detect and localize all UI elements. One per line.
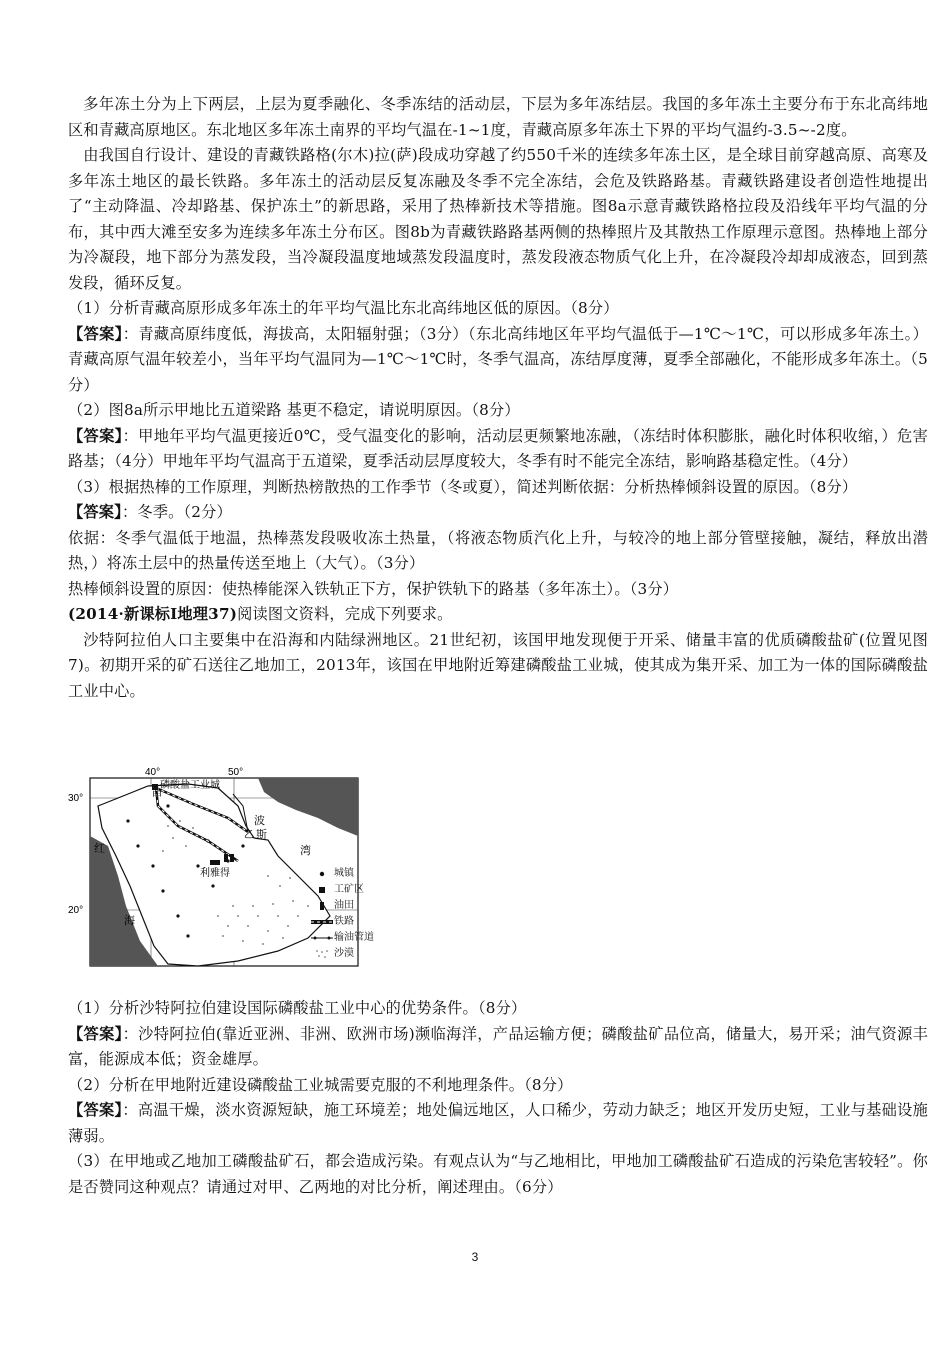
question-5: （2）分析在甲地附近建设磷酸盐工业城需要克服的不利地理条件。（8分）: [68, 1075, 573, 1094]
paragraph-saudi: 沙特阿拉伯人口主要集中在沿海和内陆绿洲地区。21世纪初，该国甲地发现便于开采、储量丰富的优质磷酸盐矿(位置见图7)。初期开采的矿石送往乙地加工，2013年，该国在甲地附近筹建磷酸盐工业城，使其成为集开采、加工为一体的国际磷酸盐工业中心。: [68, 630, 928, 700]
source-heading: [68, 602, 928, 628]
text-block-bottom: [68, 996, 928, 1200]
answer-label: 【答案】: [68, 503, 122, 521]
text-block-top: [68, 92, 928, 704]
paragraph-railway: 由我国自行设计、建设的青藏铁路格(尔木)拉(萨)段成功穿越了约550千米的连续多年冻土区，是全球目前穿越高原、高寒及多年冻土地区的最长铁路。多年冻土的活动层反复冻融及冬季不完全冻结，会危及铁路路基。青藏铁路建设者创造性地提出了“主动降温、冷却路基、保护冻土”的新思路，采用了热棒新技术等措施。图8a示意青藏铁路格拉段及沿线年平均气温的分布，其中西大滩至安多为连续多年冻土分布区。图8b为青藏铁路路基两侧的热棒照片及其散热工作原理示意图。热棒地上部分为冷凝段，地下部分为蒸发段，当冷凝段温度地域蒸发段温度时，蒸发段液态物质气化上升，在冷凝段冷却却成液态，回到蒸发段，循环反复。: [68, 146, 928, 292]
paragraph-permafrost-intro: 多年冻土分为上下两层，上层为夏季融化、冬季冻结的活动层，下层为多年冻结层。我国的多年冻土主要分布于东北高纬地区和青藏高原地区。东北地区多年冻土南界的平均气温在-1~1度，青藏高原多年冻土下界的平均气温约-3.5~-2度。: [68, 95, 928, 139]
legend-item-desert: [310, 946, 400, 962]
answer-3-tilt: 热棒倾斜设置的原因：使热棒能深入铁轨正下方，保护铁轨下的路基（多年冻土）。（3分）: [68, 579, 679, 598]
label-industrial-city: 磷酸盐工业城: [160, 780, 220, 791]
question-4: （1）分析沙特阿拉伯建设国际磷酸盐工业中心的优势条件。（8分）: [68, 999, 527, 1017]
label-gulf-si: 斯: [256, 828, 267, 841]
map-legend: [310, 866, 400, 962]
answer-4: [68, 1022, 928, 1073]
label-sea: 海: [124, 914, 135, 927]
oilfield-mark: [230, 854, 234, 862]
industrial-square-icon: [310, 886, 334, 894]
label-gulf-wan: 湾: [300, 844, 311, 857]
source-instruction: 阅读图文资料，完成下列要求。: [237, 605, 453, 623]
legend-label-pipeline: 输油管道: [334, 932, 374, 943]
answer-1: [68, 322, 928, 399]
question-2: （2）图8a所示甲地比五道梁路 基更不稳定，请说明原因。（8分）: [68, 401, 520, 419]
label-gulf-bo: 波: [254, 814, 265, 827]
legend-item-railway: [310, 914, 400, 930]
label-jia: 甲: [152, 791, 162, 802]
answer-3-text: ：冬季。（2分）: [121, 503, 232, 521]
question-6: （3）在甲地或乙地加工磷酸盐矿石，都会造成污染。有观点认为“与乙地相比，甲地加工磷酸盐矿石造成的污染危害较轻”。你是否赞同这种观点？请通过对甲、乙两地的对比分析，阐述理由。（6分）: [68, 1152, 928, 1196]
answer-4-text: ：沙特阿拉伯(靠近亚洲、非洲、欧洲市场)濒临海洋，产品运输方便；磷酸盐矿品位高，储量大，易开采；油气资源丰富，能源成本低；资金雄厚。: [68, 1024, 929, 1068]
question-3: （3）根据热棒的工作原理，判断热榜散热的工作季节（冬或夏），简述判断依据：分析热棒倾斜设置的原因。（8分）: [68, 477, 858, 496]
legend-label-desert: 沙漠: [334, 948, 354, 959]
page-number: 3: [471, 1250, 479, 1264]
legend-item-pipeline: [310, 930, 400, 946]
lon-label-50: 50°: [228, 767, 244, 778]
pipeline-icon: [310, 935, 334, 941]
oilfield-mark: [224, 854, 228, 862]
industrial-mark: [210, 860, 220, 865]
label-yi: 乙: [244, 830, 254, 841]
answer-2-text: ：甲地年平均气温更接近0℃，受气温变化的影响，活动层更频繁地冻融，（冻结时体积膨胀，融化时体积收缩，）危害路基；（4分）甲地年平均气温高于五道梁，夏季活动层厚度较大，冬季有时不能完全冻结，影响路基稳定性。（4分）: [68, 426, 928, 470]
desert-icon: [310, 949, 334, 959]
answer-label: 【答案】: [68, 426, 123, 445]
answer-label: 【答案】: [68, 1024, 123, 1043]
oilfield-icon: [310, 901, 334, 911]
legend-item-oilfield: [310, 898, 400, 914]
lat-label-30: 30°: [68, 793, 84, 804]
answer-label: 【答案】: [68, 324, 123, 343]
legend-label-industrial: 工矿区: [334, 884, 364, 895]
answer-3: [68, 500, 928, 526]
answer-5-text: ：高温干燥，淡水资源短缺，施工环境差；地处偏远地区，人口稀少，劳动力缺乏；地区开发历史短，工业与基础设施薄弱。: [68, 1101, 929, 1145]
legend-label-oilfield: 油田: [334, 900, 354, 911]
answer-1-text: ：青藏高原纬度低，海拔高，太阳辐射强；（3分）（东北高纬地区年平均气温低于—1℃～1℃，可以形成多年冻土。）青藏高原气温年较差小，当年平均气温同为—1℃～1℃时，冬季气温高，冻结厚度薄，夏季全部融化，不能形成多年冻土。（5分）: [68, 324, 929, 394]
lat-label-20: 20°: [68, 905, 84, 916]
railway-icon: [310, 919, 334, 925]
industrial-mark: [152, 784, 158, 790]
question-1: （1）分析青藏高原形成多年冻土的年平均气温比东北高纬地区低的原因。（8分）: [68, 299, 619, 317]
legend-label-railway: 铁路: [334, 916, 354, 927]
town-dot-icon: [310, 870, 334, 878]
answer-3-basis: 依据：冬季气温低于地温，热棒蒸发段吸收冻土热量，（将液态物质汽化上升，与较冷的地上部分管壁接触，凝结，释放出潜热，）将冻土层中的热量传送至地上（大气）。（3分）: [68, 528, 928, 572]
answer-2: [68, 424, 928, 475]
label-riyadh: 利雅得: [200, 868, 230, 879]
legend-label-town: 城镇: [334, 868, 354, 879]
answer-label: 【答案】: [68, 1101, 123, 1119]
legend-item-town: [310, 866, 400, 882]
source-citation: (2014·新课标Ⅰ地理37): [68, 605, 238, 623]
lon-label-40: 40°: [145, 767, 161, 778]
label-red: 红: [94, 842, 105, 855]
legend-item-industrial: [310, 882, 400, 898]
answer-5: [68, 1098, 928, 1149]
